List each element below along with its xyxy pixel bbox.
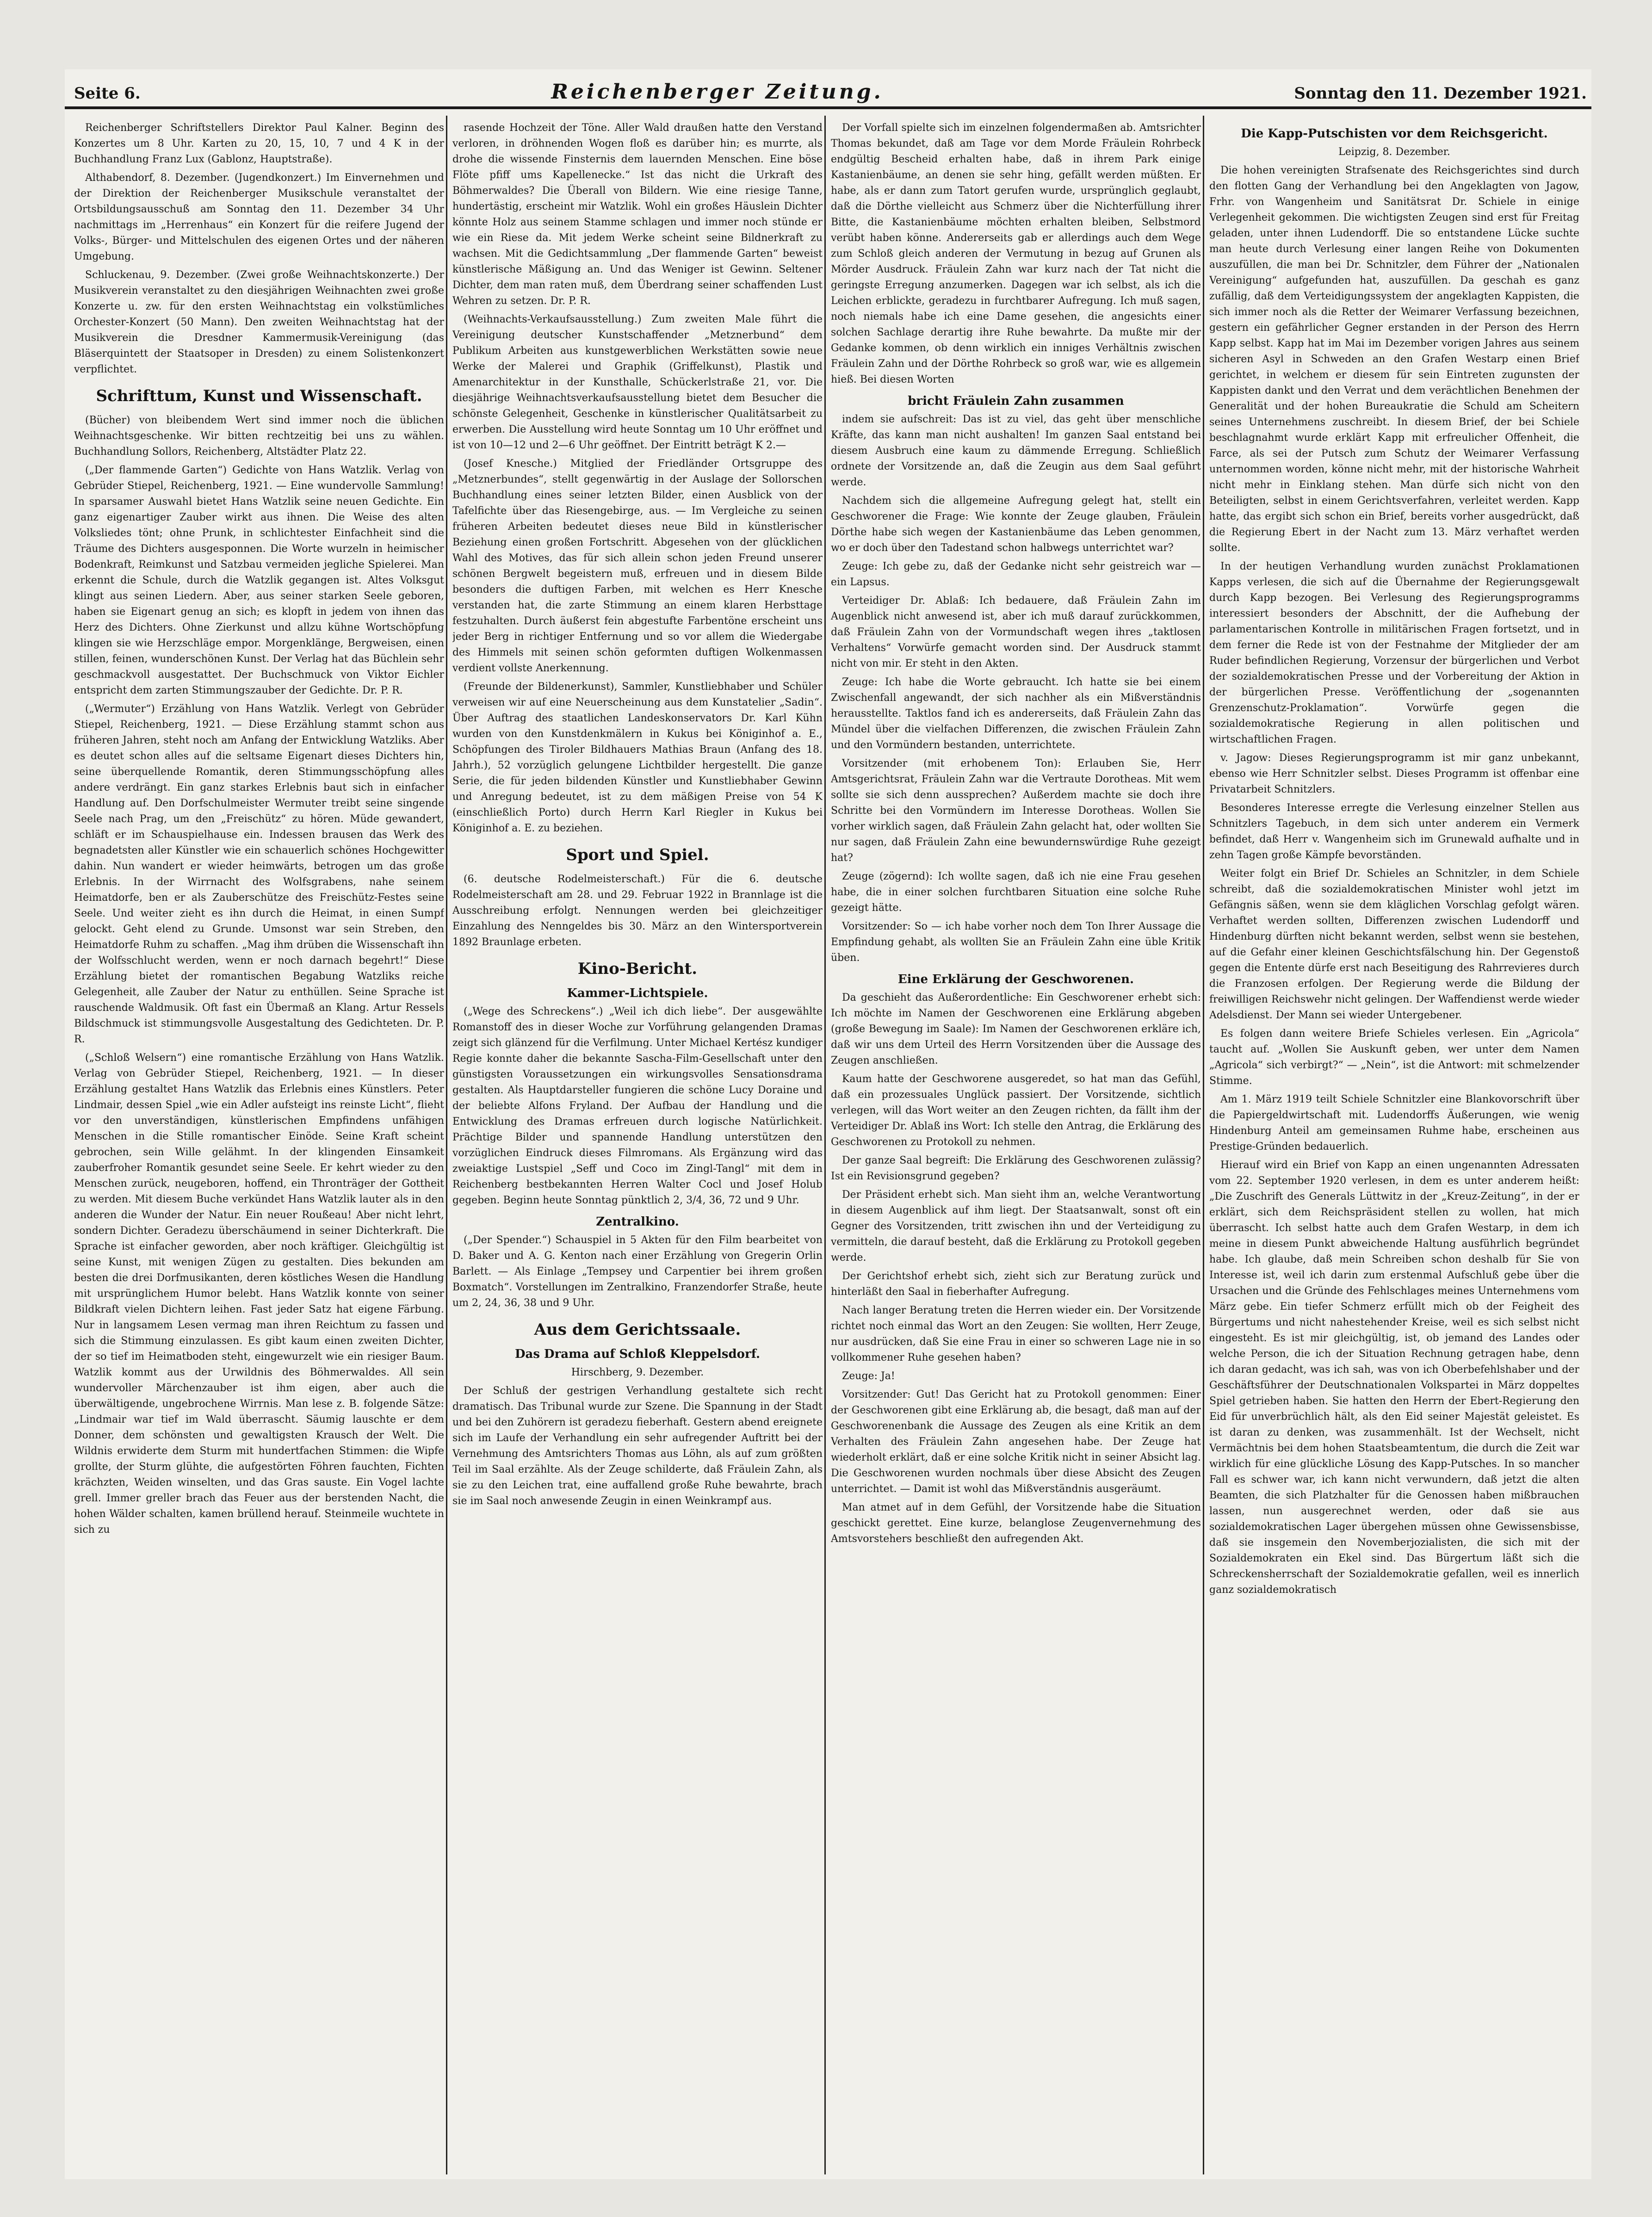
article-paragraph: In der heutigen Verhandlung wurden zunächst Proklamationen Kapps verlesen, die sich auf die Übernahme der Regierungsgewalt durch Kapp bezogen. Bei Verlesung des Regierungsprogramms interessiert besonders der Abschnitt, der die Aufhebung der parlamentarischen Kontrolle in militärischen Fragen fortsetzt, und in dem ferner die Rede ist von der Festnahme der Mitglieder der am Ruder befindlichen Regierung, Vorzensur der bürgerlichen und Verbot der sozialdemokratischen Presse und der Vorbereitung der Aktion in der bürgerlichen Presse. Veröffentlichung der „sogenannten Grenzenschutz-Proklamation“. Vorwürfe gegen die sozialdemokratische Regierung in allen politischen und wirtschaftlichen Fragen. [1209, 561, 1579, 745]
section-heading: Die Kapp-Putschisten vor dem Reichsgericht. [1241, 127, 1548, 141]
article-paragraph: (Freunde der Bildenerkunst), Sammler, Kunstliebhaber und Schüler verweisen wir auf eine Neuerscheinung aus dem Kunstatelier „Sadin“. Über Auftrag des staatlichen Landeskonservators Dr. Karl Kühn wurden von den Kunstdenkmälern in Kukus bei Königinhof a. E., Schöpfungen des Tiroler Bildhauers Mathias Braun (Anfang des 18. Jahrh.), 52 vorzüglich gelungene Lichtbilder hergestellt. Die ganze Serie, die für jeden bildenden Künstler und Kunstliebhaber Gewinn und Anregung bedeutet, ist zu dem mäßigen Preise von 54 K (einschließlich Porto) durch Herrn Karl Riegler in Kukus bei Königinhof a. E. zu beziehen. [452, 681, 823, 834]
article-paragraph: Nachdem sich die allgemeine Aufregung gelegt hat, stellt ein Geschworener die Frage: Wie konnte der Zeuge glauben, Fräulein Dörthe habe sich wegen der Kastanienbäume das Leben genommen, wo er doch über den Tadestand schon halbwegs unterrichtet war? [831, 495, 1201, 554]
article-paragraph: Am 1. März 1919 teilt Schiele Schnitzler eine Blankovorschrift über die Papiergeldwirtschaft mit. Ludendorffs Äußerungen, wie wenig Hindenburg Anteil am gemeinsamen Ruhme habe, erscheinen aus Prestige-Gründen bedauerlich. [1209, 1094, 1579, 1152]
article-paragraph: Zeuge: Ich habe die Worte gebraucht. Ich hatte sie bei einem Zwischenfall angewandt, der sich nachher als ein Mißverständnis herausstellte. Taktlos fand ich es andererseits, daß Fräulein Zahn das Mündel über die vielfachen Differenzen, die zwischen Fräulein Zahn und den Vormündern bestanden, unterrichtete. [831, 676, 1201, 751]
masthead: Reichenberger Zeitung. [551, 80, 884, 104]
article-paragraph: Vorsitzender (mit erhobenem Ton): Erlauben Sie, Herr Amtsgerichtsrat, Fräulein Zahn war die Vertraute Dorotheas. Mit wem sollte sie sich denn aussprechen? Außerdem machte sie doch ihre Schritte bei den Vormündern im Interesse Dorotheas. Wollen Sie vorher wirklich sagen, daß Fräulein Zahn gelacht hat, oder wollten Sie nur sagen, daß Fräulein Zahn eine bewundernswürdige Ruhe gezeigt hat? [831, 758, 1201, 864]
article-paragraph: Zeuge: Ja! [842, 1370, 895, 1382]
section-heading: Schrifttum, Kunst und Wissenschaft. [96, 387, 422, 405]
article-paragraph: Der Schluß der gestrigen Verhandlung gestaltete sich recht dramatisch. Das Tribunal wurde zur Szene. Die Spannung in der Stadt und bei den Zuhörern ist geradezu fieberhaft. Gestern abend ereignete sich im Laufe der Verhandlung ein sehr aufregender Auftritt bei der Vernehmung des Amtsrichters Thomas aus Löhn, als auf zum größten Teil im Saal erzählte. Als der Zeuge schilderte, daß Fräulein Zahn, als sie zu den Leichen trat, eine auffallend große Ruhe bewahrte, brach sie im Saal noch anwesende Zeugin in einen Weinkrampf aus. [452, 1385, 823, 1507]
article-paragraph: Vorsitzender: So — ich habe vorher noch dem Ton Ihrer Aussage die Empfindung gehabt, als wollten Sie an Fräulein Zahn eine üble Kritik üben. [831, 921, 1201, 964]
column-rule [1203, 116, 1204, 2174]
column-rule [824, 116, 826, 2174]
issue-date: Sonntag den 11. Dezember 1921. [1294, 84, 1587, 103]
column-rule [446, 116, 447, 2174]
article-paragraph: Der Vorfall spielte sich im einzelnen folgendermaßen ab. Amtsrichter Thomas bekundet, daß am Tage vor dem Morde Fräulein Rohrbeck endgültig Bescheid erhalten habe, daß in ihrem Park einige Kastanienbäume, an denen sie sehr hing, gefällt werden müßten. Er habe, als er dann zum Tatort gerufen wurde, ursprünglich geglaubt, daß die Dörthe vielleicht aus Schmerz über die Nichterfüllung ihrer Bitte, die Kastanienbäume möchten erhalten bleiben, Selbstmord verübt haben könne. Andererseits gab er allerdings auch dem Wege zum Schloß gleich anderen der Vermutung in bezug auf Grunen als Mörder Ausdruck. Fräulein Zahn war kurz nach der Tat nicht die geringste Erregung anzumerken. Dagegen war ich selbst, als ich die Leichen erblickte, geradezu in furchtbarer Aufregung. Ich muß sagen, noch niemals habe ich eine Dame gesehen, die angesichts einer solchen Sachlage derartig ihre Ruhe bewahrte. Da mußte mir der Gedanke kommen, ob denn wirklich ein inniges Verhältnis zwischen Fräulein Zahn und der Dörthe Rohrbeck so groß war, wie es allgemein hieß. Bei diesen Worten [831, 122, 1201, 385]
article-paragraph: rasende Hochzeit der Töne. Aller Wald draußen hatte den Verstand verloren, in dröhnenden Wogen floß es darüber hin; es murrte, als drohe die wissende Finsternis dem lauernden Menschen. Eine böse Flöte pfiff ums Kapellenecke.“ Ist das nicht die Urkraft des Böhmerwaldes? Die Überall von Bildern. Wie eine riesige Tanne, hundertästig, erscheint mir Watzlik. Wohl ein großes Häuslein Dichter könnte Holz aus seinem Stamme schlagen und immer noch stünde er wie ein Riese da. Mit jedem Werke scheint seine Bildnerkraft zu wachsen. Mit die Gedichtsammlung „Der flammende Garten“ beweist künstlerische Mäßigung an. Und das Weniger ist Gewinn. Seltener Dichter, dem man raten muß, dem Überdrang seiner schaffenden Lust Wehren zu setzen. Dr. P. R. [452, 122, 823, 307]
article-paragraph: Der Präsident erhebt sich. Man sieht ihm an, welche Verantwortung in diesem Augenblick auf ihm liegt. Der Staatsanwalt, sonst oft ein Gegner des Vorsitzenden, tritt zwischen ihn und der Verteidigung zu vermitteln, die darauf besteht, daß die Erklärung zu Protokoll gegeben werde. [831, 1189, 1201, 1263]
article-paragraph: („Der Spender.“) Schauspiel in 5 Akten für den Film bearbeitet von D. Baker und A. G. Kenton nach einer Erzählung von Gregerin Orlin Barlett. — Als Einlage „Tempsey und Carpentier bei ihrem großen Boxmatch“. Vorstellungen im Zentralkino, Franzendorfer Straße, heute um 2, 24, 36, 38 und 9 Uhr. [452, 1234, 823, 1309]
subheading: Das Drama auf Schloß Kleppelsdorf. [514, 1347, 761, 1361]
section-heading: Kino-Bericht. [577, 960, 698, 978]
article-paragraph: Der Gerichtshof erhebt sich, zieht sich zur Beratung zurück und hinterläßt den Saal in fieberhafter Aufregung. [831, 1270, 1201, 1298]
article-paragraph: („Wermuter“) Erzählung von Hans Watzlik. Verlegt von Gebrüder Stiepel, Reichenberg, 1921. — Diese Erzählung stammt schon aus früheren Jahren, steht noch am Anfang der Entwicklung Watzliks. Aber es deutet schon alles auf die seltsame Eigenart dieses Dichters hin, seine überquellende Romantik, deren Stimmungsschöpfung alles andere verdrängt. Ein ganz starkes Erlebnis baut sich in einfacher Handlung auf. Den Dorfschulmeister Wermuter treibt seine singende Seele nach Prag, um den „Freischütz“ zu hören. Müde gewandert, schläft er im Schauspielhause ein. Indessen brausen das Werk des begnadetsten aller Künstler wie ein schauerlich schönes Hochgewitter dahin. Nun wandert er wieder heimwärts, betrogen um das große Erlebnis. In der Wirrnacht des Wolfsgrabens, nahe seinem Heimatdorfe, ben er als Zauberschütze des Freischütz-Festes seine Seele. Und weiter zieht es ihn durch die Heimat, in einen Sumpf gelockt. Geht elend zu Grunde. Umsonst war sein Streben, den Heimatdorfe Ruhm zu schaffen. „Mag ihm drüben die Wissenschaft ihn der Wolfsschlucht werden, wenn er noch darnach begehrt!“ Diese Erzählung bietet der romantischen Begabung Watzliks reiche Gelegenheit, alle Zauber der Natur zu enthüllen. Seine Sprache ist rauschende Waldmusik. Oft fast ein Übermaß an Klang. Artur Ressels Bildschmuck ist stimmungsvolle Ausgestaltung des Gedichteten. Dr. P. R. [74, 703, 444, 1045]
article-paragraph: Althabendorf, 8. Dezember. (Jugendkonzert.) Im Einvernehmen und der Direktion der Reichenberger Musikschule veranstaltet der Ortsbildungsausschuß am Sonntag den 11. Dezember 34 Uhr nachmittags im „Herrenhaus“ ein Konzert für die reifere Jugend der Volks-, Bürger- und Mittelschulen des eigenen Ortes und der näheren Umgebung. [74, 172, 444, 262]
article-paragraph: indem sie aufschreit: Das ist zu viel, das geht über menschliche Kräfte, das kann man nicht aushalten! Im ganzen Saal entstand bei diesem Ausbruch eine kaum zu dämmende Erregung. Schließlich ordnete der Vorsitzende an, daß die Zeugin aus dem Saal geführt werde. [831, 414, 1201, 488]
column-3 [831, 120, 1201, 2170]
subheading: Kammer-Lichtspiele. [567, 986, 708, 1000]
article-paragraph: Nach langer Beratung treten die Herren wieder ein. Der Vorsitzende richtet noch einmal das Wort an den Zeugen: Sie wollten, Herr Zeuge, nur ausdrücken, daß Sie eine Frau in einer so schweren Lage nie in so vollkommener Ruhe gesehen haben? [831, 1305, 1201, 1363]
dateline: Leipzig, 8. Dezember. [1338, 146, 1450, 158]
dateline: Hirschberg, 9. Dezember. [571, 1367, 704, 1378]
column-1 [74, 120, 444, 2170]
column-2 [452, 120, 823, 2170]
article-paragraph: Besonderes Interesse erregte die Verlesung einzelner Stellen aus Schnitzlers Tagebuch, in dem sich unter anderem ein Vermerk befindet, daß Herr v. Wangenheim sich im Grunewald aufhalte und in zehn Tagen große Kämpfe bevorständen. [1209, 802, 1579, 861]
subheading: Eine Erklärung der Geschworenen. [897, 972, 1134, 986]
article-paragraph: Es folgen dann weitere Briefe Schieles verlesen. Ein „Agricola“ taucht auf. „Wollen Sie Auskunft geben, wer unter dem Namen „Agricola“ sich verbirgt?“ — „Nein“, ist die Antwort: mit schmelzender Stimme. [1209, 1028, 1579, 1087]
subheading: Zentralkino. [596, 1215, 679, 1229]
newspaper-page [65, 69, 1591, 2179]
article-paragraph: Verteidiger Dr. Ablaß: Ich bedauere, daß Fräulein Zahn im Augenblick nicht anwesend ist, aber ich muß darauf zurückkommen, daß Fräulein Zahn von der Vormundschaft wegen ihres „taktlosen Verhaltens“ Vorwürfe gemacht worden sind. Der Ausdruck stammt nicht von mir. Er steht in den Akten. [831, 595, 1201, 669]
article-paragraph: (Josef Knesche.) Mitglied der Friedländer Ortsgruppe des „Metznerbundes“, stellt gegenwärtig in der Auslage der Sollorschen Buchhandlung eines seiner letzten Bilder, einen Ausblick von der Tafelfichte über das Riesengebirge, aus. — Im Vergleiche zu seinen früheren Arbeiten bedeutet dieses neue Bild in künstlerischer Beziehung einen großen Fortschritt. Abgesehen von der glücklichen Wahl des Motives, das für sich allein schon jeden Freund unserer schönen Bergwelt begeistern muß, erfreuen und in diesem Bilde besonders die duftigen Farben, mit welchen es Herr Knesche verstanden hat, die zarte Stimmung an einem klaren Herbsttage festzuhalten. Durch äußerst fein abgestufte Farbentöne erscheint uns jeder Berg in richtiger Entfernung und so vor allem die Wiedergabe des Himmels mit seinen schön geformten duftigen Wolkenmassen verdient vollste Anerkennung. [452, 458, 823, 674]
section-heading: Aus dem Gerichtssaale. [534, 1320, 741, 1339]
article-paragraph: v. Jagow: Dieses Regierungsprogramm ist mir ganz unbekannt, ebenso wie Herr Schnitzler selbst. Dieses Programm ist offenbar eine Privatarbeit Schnitzlers. [1209, 752, 1579, 795]
article-paragraph: Zeuge (zögernd): Ich wollte sagen, daß ich nie eine Frau gesehen habe, die in einer solchen furchtbaren Situation eine solche Ruhe gezeigt hätte. [831, 871, 1201, 914]
article-paragraph: Kaum hatte der Geschworene ausgeredet, so hat man das Gefühl, daß ein prozessuales Unglück passiert. Der Vorsitzende, sichtlich verlegen, will das Wort weiter an den Zeugen richten, da fällt ihm der Verteidiger Dr. Ablaß ins Wort: Ich stelle den Antrag, die Erklärung des Geschworenen zu Protokoll zu nehmen. [831, 1073, 1201, 1148]
subheading: bricht Fräulein Zahn zusammen [908, 394, 1124, 408]
article-paragraph: Zeuge: Ich gebe zu, daß der Gedanke nicht sehr geistreich war — ein Lapsus. [831, 561, 1201, 588]
article-paragraph: Der ganze Saal begreift: Die Erklärung des Geschworenen zulässig? Ist ein Revisionsgrund gegeben? [831, 1155, 1201, 1182]
article-paragraph: (Bücher) von bleibendem Wert sind immer noch die üblichen Weihnachtsgeschenke. Wir bitten rechtzeitig bei uns zu wählen. Buchhandlung Sollors, Reichenberg, Altstädter Platz 22. [74, 415, 444, 458]
page-number: Seite 6. [74, 84, 141, 103]
article-paragraph: Da geschieht das Außerordentliche: Ein Geschworener erhebt sich: Ich möchte im Namen der Geschworenen eine Erklärung abgeben (große Bewegung im Saale): Im Namen der Geschworenen erkläre ich, daß wir uns dem Urteil des Herrn Vorsitzenden über die Aussage des Zeugen anschließen. [831, 992, 1201, 1066]
article-paragraph: („Der flammende Garten“) Gedichte von Hans Watzlik. Verlag von Gebrüder Stiepel, Reichenberg, 1921. — Eine wundervolle Sammlung! In sparsamer Auswahl bietet Hans Watzlik seine neuen Gedichte. Ein ganz eigenartiger Zauber wirkt aus ihnen. Die Weise des alten Volksliedes tönt; ohne Prunk, in schlichtester Einfachheit sind die Träume des Dichters ausgesponnen. Die Worte wurzeln in heimischer Bodenkraft, Reimkunst und Satzbau vermeiden jegliche Spielerei. Man erkennt die Schule, durch die Watzlik gegangen ist. Altes Volksgut klingt aus seinen Liedern. Aber, aus seiner starken Seele geboren, haben sie Eigenart genug an sich; es klopft in jedem von ihnen das Herz des Dichters. Ohne Zierkunst und allzu kühne Wortschöpfung klingen sie wie Herzschläge empor. Morgenklänge, Bergweisen, einen stillen, feinen, wunderschönen Kunst. Der Verlag hat das Büchlein sehr geschmackvoll ausgestattet. Der Buchschmuck von Viktor Eichler entspricht dem zarten Stimmungszauber der Gedichte. Dr. P. R. [74, 464, 444, 696]
article-paragraph: („Wege des Schreckens“.) „Weil ich dich liebe“. Der ausgewählte Romanstoff des in dieser Woche zur Vorführung gelangenden Dramas zeigt sich glänzend für die Verfilmung. Unter Michael Kertész kundiger Regie konnte daher die bekannte Sascha-Film-Gesellschaft unter den günstigsten Voraussetzungen ein wirkungsvolles Sensationsdrama gestalten. Als Hauptdarsteller fungieren die schöne Lucy Doraine und der beliebte Alfons Fryland. Der Aufbau der Handlung und die Entwicklung des Dramas erfreuen durch logische Natürlichkeit. Prächtige Bilder und spannende Handlung unterstützen den vorzüglichen Eindruck dieses Filmromans. Als Ergänzung wird das zweiaktige Lustspiel „Seff und Coco im Zingl-Tangl“ mit dem in Reichenberg bestbekannten Herren Walter Cocl und Josef Holub gegeben. Beginn heute Sonntag pünktlich 2, 3/4, 36, 72 und 9 Uhr. [452, 1006, 823, 1206]
article-paragraph: („Schloß Welsern“) eine romantische Erzählung von Hans Watzlik. Verlag von Gebrüder Stiepel, Reichenberg, 1921. — In dieser Erzählung gestaltet Hans Watzlik das Erlebnis eines Künstlers. Peter Lindmair, dessen Spiel „wie ein Adler aufsteigt ins reinste Licht“, flieht vor den unverständigen, künstlerischen Empfindens unfähigen Menschen in die Stille romantischer Einöde. Seine Kraft scheint gebrochen, sein Wille gelähmt. In der klingenden Einsamkeit zauberfroher Romantik gesundet seine Seele. Er kehrt wieder zu den Menschen zurück, neugeboren, hoffend, ein Thronträger der Gottheit zu werden. Mit diesem Buche verkündet Hans Watzlik lauter als in den anderen die Wunder der Natur. Ein neuer Roußeau! Aber nicht lehrt, sondern Dichter. Geradezu überschäumend in seiner Dichterkraft. Die Sprache ist einfacher geworden, aber noch kräftiger. Gleichgültig ist seine Kunst, mit wenigen Zügen zu gestalten. Dies bekunden am besten die drei Dorfmusikanten, deren köstliches Wesen die Handlung mit ursprünglichem Humor belebt. Hans Watzlik konnte von seiner Bildkraft vielen Dichtern leihen. Fast jeder Satz hat eigene Färbung. Nur in langsamem Lesen vermag man ihren Reichtum zu fassen und sich die Stimmung einzulassen. Es gibt kaum einen zweiten Dichter, der so tief im Heimatboden steht, eingewurzelt wie ein riesiger Baum. Watzlik kommt aus der Urwildnis des Böhmerwaldes. All sein wundervoller Märchenzauber ist ihm eigen, aber auch die überwältigende, ungebrochene Wirrnis. Man lese z. B. folgende Sätze: „Lindmair war tief im Wald überrascht. Säumig lauschte er dem Donner, dem schönsten und gewaltigsten Krausch der Welt. Die Wildnis erwiderte dem Sturm mit hundertfachen Stimmen: die Wipfe grollte, der Sturm glühte, die aufgestörten Föhren fauchten, Fichten krächzten, Weiden winselten, und das Gras sauste. Ein Vogel lachte grell. Immer greller brach das Feuer aus der berstenden Nacht, die hohen Wälder schalten, kamen brüllend herauf. Steinmeile wuchtete in sich zu [74, 1052, 444, 1536]
article-paragraph: (Weihnachts-Verkaufsausstellung.) Zum zweiten Male führt die Vereinigung deutscher Kunstschaffender „Metznerbund“ dem Publikum Arbeiten aus kunstgewerblichen Werkstätten sowie neue Werke der Malerei und Graphik (Griffelkunst), Plastik und Amenarchitektur in der Kunsthalle, Schückerlstraße 21, vor. Die diesjährige Weihnachtsverkaufsausstellung bietet dem Besucher die schönste Gelegenheit, Geschenke in künstlerischer Qualitätsarbeit zu erwerben. Die Ausstellung wird heute Sonntag um 10 Uhr eröffnet und ist von 10—12 und 2—6 Uhr geöffnet. Der Eintritt beträgt K 2.— [452, 314, 823, 451]
article-paragraph: Man atmet auf in dem Gefühl, der Vorsitzende habe die Situation geschickt gerettet. Eine kurze, belanglose Zeugenvernehmung des Amtsvorstehers beschließt den aufregenden Akt. [831, 1502, 1201, 1545]
article-paragraph: Schluckenau, 9. Dezember. (Zwei große Weihnachtskonzerte.) Der Musikverein veranstaltet zu den diesjährigen Weihnachten zwei große Konzerte u. zw. für den ersten Weihnachtstag ein volkstümliches Orchester-Konzert (50 Mann). Den zweiten Weihnachtstag hat der Musikverein die Dresdner Kammermusik-Vereinigung (das Bläserquintett der Staatsoper in Dresden) zu einem Solistenkonzert verpflichtet. [74, 269, 444, 375]
page-header [65, 69, 1591, 109]
article-paragraph: Vorsitzender: Gut! Das Gericht hat zu Protokoll genommen: Einer der Geschworenen gibt eine Erklärung ab, die besagt, daß man auf der Geschworenenbank die Aussage des Zeugen als eine Kritik an dem Verhalten des Fräulein Zahn angesehen habe. Der Zeuge hat wiederholt erklärt, daß er eine solche Kritik nicht in seiner Absicht lag. Die Geschworenen wurden nochmals über diese Absicht des Zeugen unterrichtet. — Damit ist wohl das Mißverständnis ausgeräumt. [831, 1389, 1201, 1495]
article-paragraph: (6. deutsche Rodelmeisterschaft.) Für die 6. deutsche Rodelmeisterschaft am 28. und 29. Februar 1922 in Brannlage ist die Ausschreibung erfolgt. Nennungen werden bei gleichzeitiger Einzahlung des Nenngeldes bis 30. März an den Wintersportverein 1892 Braunlage erbeten. [452, 873, 823, 948]
section-heading: Sport und Spiel. [566, 846, 709, 864]
article-paragraph: Die hohen vereinigten Strafsenate des Reichsgerichtes sind durch den flotten Gang der Verhandlung bei den Angeklagten von Jagow, Frhr. von Wangenheim und Sanitätsrat Dr. Schiele in einige Verlegenheit gekommen. Die wichtigsten Zeugen sind erst für Freitag geladen, unter ihnen Ludendorff. Die so entstandene Lücke suchte man heute durch Verlesung einer langen Reihe von Dokumenten auszufüllen, die man bei Dr. Schnitzler, dem Führer der „Nationalen Vereinigung“ aufgefunden hat, auszufüllen. Da geschah es ganz zufällig, daß dem Verteidigungssystem der angeklagten Kappisten, die sich immer noch als die Retter der Weimarer Verfassung bezeichnen, gestern ein gefährlicher Gegner erstanden in der Person des Herrn Kapp selbst. Kapp hat im Mai im Dezember vorigen Jahres aus seinem sicheren Asyl in Schweden an den Grafen Westarp einen Brief gerichtet, in welchem er diesem für sein Eintreten zugunsten der Kappisten dankt und den Verrat und dem verächtlichen Benehmen der Generalität und der hohen Bureaukratie die Schuld am Scheitern seines Unternehmens zuschreibt. In diesem Brief, der bei Schiele beschlagnahmt wurde erklärt Kapp mit erfreulicher Offenheit, die Farce, als sei der Putsch zum Schutz der Weimarer Verfassung unternommen worden, könne nicht mehr, mit der historische Wahrheit nicht mehr in Einklang stehen. Man dürfe sich nicht von den Beteiligten, selbst in einem Gerichtsverfahren, verleitet werden. Kapp hatte, das ergibt sich schon ein Brief, bereits vorher ausgedrückt, daß die Regierung Ebert in der Nacht zum 13. März verhaftet werden sollte. [1209, 165, 1579, 554]
article-paragraph: Weiter folgt ein Brief Dr. Schieles an Schnitzler, in dem Schiele schreibt, daß die sozialdemokratischen Minister wohl jetzt im Gefängnis säßen, wenn sie dem kläglichen Vorschlag gefolgt wären. Verhaftet werden sollten, Differenzen zwischen Ludendorff und Hindenburg dürften nicht bekannt werden, selbst wenn sie bestehen, auf die Gefahr einer kleinen Geschichtsfälschung hin. Der Gegenstoß gegen die Entente dürfe erst nach Beseitigung des Rahrrevieres durch die Franzosen erfolgen. Der Regierung werde die Bildung der freiwilligen Reichswehr nicht gelingen. Der Waffendienst werde wieder Adelsdienst. Der Mann sei wieder Untergebener. [1209, 868, 1579, 1021]
column-4 [1209, 120, 1579, 2170]
article-paragraph: Hierauf wird ein Brief von Kapp an einen ungenannten Adressaten vom 22. September 1920 verlesen, in dem es unter anderem heißt: „Die Zuschrift des Generals Lüttwitz in der „Kreuz-Zeitung“, in der er erklärt, sich dem Reichspräsident stellen zu wollen, hat mich überrascht. Ich selbst hatte auch dem Grafen Westarp, in dem ich meine in diesem Punkt abweichende Haltung ausführlich begründet habe. Ich glaube, daß mein Schreiben schon deshalb für Sie von Interesse ist, weil ich darin zum erstenmal Aufschluß gebe über die Ursachen und die Gründe des Fehlschlages meines Unternehmens vom März gebe. Ein tiefer Schmerz erfüllt mich ob der Feigheit des Bürgertums und nicht nahestehender Kreise, weil es sich selbst nicht eingesteht. Es ist mir gleichgültig, ist, ob jemand des Landes oder welche Person, die ich der Situation Rechnung getragen habe, denn ich daran gedacht, was ich sah, was von ich Oberbefehlshaber und der Geschäftsführer der Deutschnationalen Volkspartei in März doppeltes Spiel getrieben haben. Sie hatten den Herrn der Ebert-Regierung den Eid für unverbrüchlich hält, als den Eid seiner Majestät geleistet. Es ist daran zu denken, was zusammenhält. Ist der Wechselt, nicht Vermächtnis bei dem hohen Staatsbeamtentum, die durch die Zeit war wirklich für eine glückliche Lösung des Kapp-Putsches. In so mancher Fall es schwer war, ich kann nicht verwundern, daß jetzt die alten Beamten, die sich Platzhalter für die Genossen haben mißbrauchen lassen, nun ausgerechnet werden, oder daß sie aus sozialdemokratischen Lager übergehen müssen ohne Gewissensbisse, daß sie insgemein den Novemberjozialisten, die sich mit der Sozialdemokraten ein Ekel sind. Das Bürgertum läßt sich die Schreckensherrschaft der Sozialdemokratie gefallen, weil es innerlich ganz sozialdemokratisch [1209, 1159, 1579, 1596]
article-paragraph: Reichenberger Schriftstellers Direktor Paul Kalner. Beginn des Konzertes um 8 Uhr. Karten zu 20, 15, 10, 7 und 4 K in der Buchhandlung Franz Lux (Gablonz, Hauptstraße). [74, 122, 444, 165]
